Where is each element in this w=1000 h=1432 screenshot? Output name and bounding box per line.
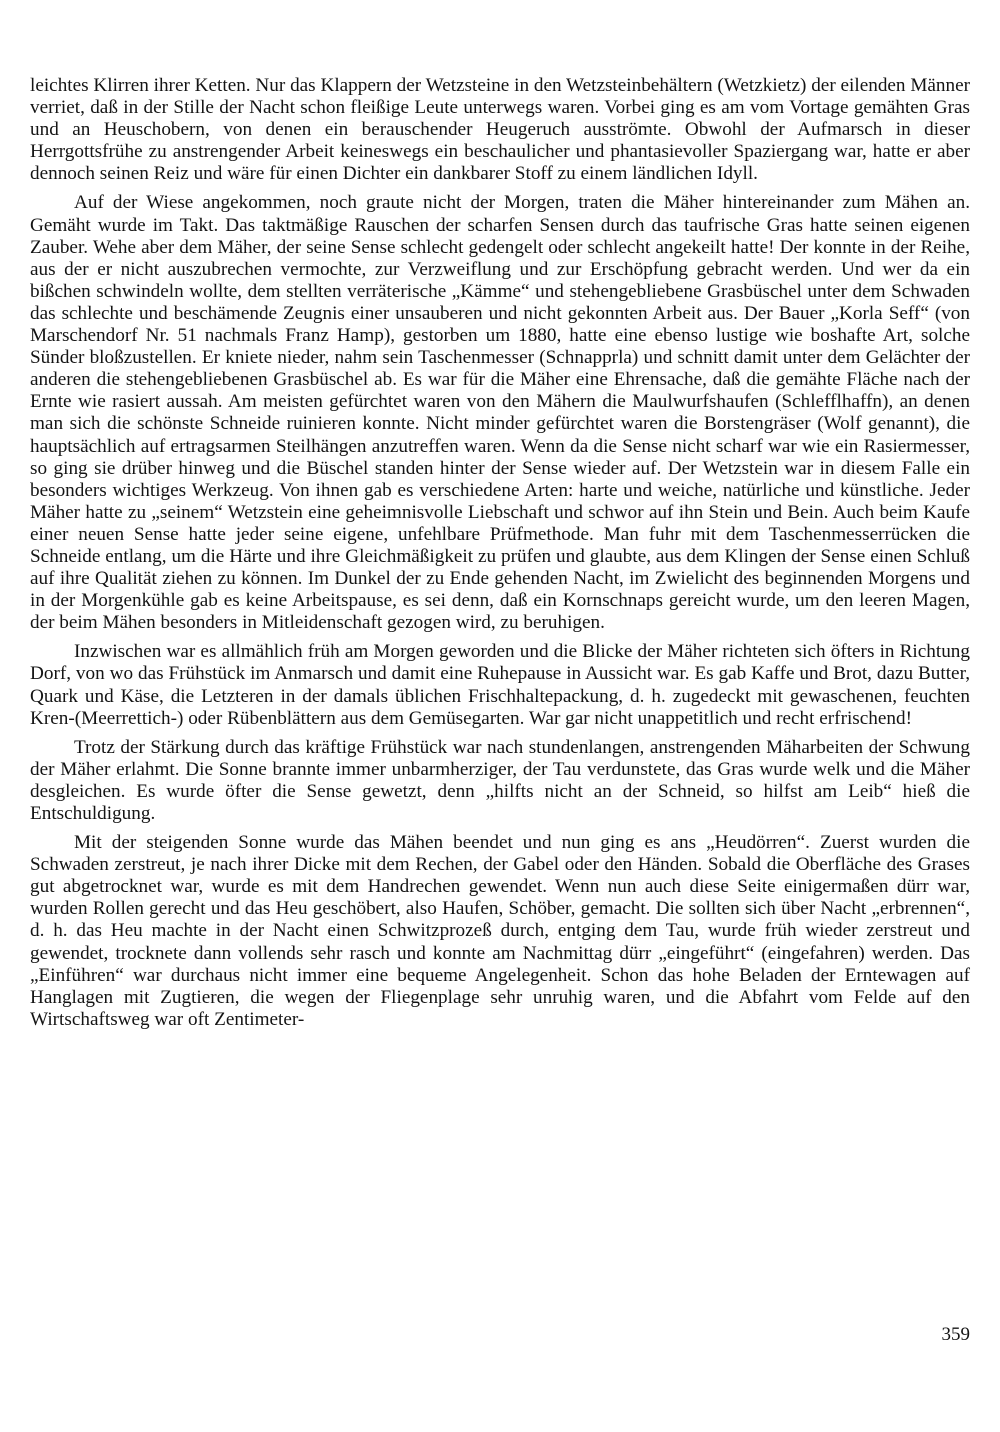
book-page [30, 75, 970, 1395]
paragraph-5: Mit der steigenden Sonne wurde das Mähen beendet und nun ging es ans „Heudörren“. Zuerst wurden die Schwaden zerstreut, je nach ihrer Dicke mit dem Rechen, der Gabel oder den Händen. Sobald die Oberfläche des Grases gut abgetrocknet war, wurde es mit dem Handrechen gewendet. Wenn nun auch diese Seite einigermaßen dürr war, wurden Rollen gerecht und das Heu geschöbert, also Haufen, Schöber, gemacht. Die sollten sich über Nacht „erbrennen“, d. h. das Heu machte in der Nacht einen Schwitzprozeß durch, entging dem Tau, wurde früh wieder zerstreut und gewendet, trocknete dann vollends sehr rasch und konnte am Nachmittag dürr „eingeführt“ (eingefahren) werden. Das „Einführen“ war durchaus nicht immer eine bequeme Angelegenheit. Schon das hohe Beladen der Erntewagen auf Hanglagen mit Zugtieren, die wegen der Fliegenplage sehr unruhig waren, und die Abfahrt vom Felde auf den Wirtschaftsweg war oft Zentimeter- [30, 832, 970, 1030]
paragraph-1: leichtes Klirren ihrer Ketten. Nur das Klappern der Wetzsteine in den Wetzsteinbehältern (Wetzkietz) der eilenden Männer verriet, daß in der Stille der Nacht schon fleißige Leute unterwegs waren. Vorbei ging es am vom Vortage gemähten Gras und an Heuschobern, von denen ein berauschender Heugeruch ausströmte. Obwohl der Aufmarsch in dieser Herrgottsfrühe zu anstrengender Arbeit keineswegs ein beschaulicher und phantasievoller Spaziergang war, hatte er aber dennoch seinen Reiz und wäre für einen Dichter ein dankbarer Stoff zu einem ländlichen Idyll. [30, 75, 970, 185]
page-number: 359 [941, 1324, 970, 1345]
paragraph-2: Auf der Wiese angekommen, noch graute nicht der Morgen, traten die Mäher hintereinander zum Mähen an. Gemäht wurde im Takt. Das taktmäßige Rauschen der scharfen Sensen durch das taufrische Gras hatte seinen eigenen Zauber. Wehe aber dem Mäher, der seine Sense schlecht gedengelt oder schlecht angekeilt hatte! Der konnte in der Reihe, aus der er nicht auszubrechen vermochte, zur Verzweiflung und zur Erschöpfung gebracht werden. Und wer da ein bißchen schwindeln wollte, dem stellten verräterische „Kämme“ und stehengebliebene Grasbüschel unter dem Schwaden das schlechte und beschämende Zeugnis einer unsauberen und nicht gekonnten Arbeit aus. Der Bauer „Korla Seff“ (von Marschendorf Nr. 51 nachmals Franz Hamp), gestorben um 1880, hatte eine ebenso lustige wie boshafte Art, solche Sünder bloßzustellen. Er kniete nieder, nahm sein Taschenmesser (Schnapprla) und schnitt damit unter dem Gelächter der anderen die stehengebliebenen Grasbüschel ab. Es war für die Mäher eine Ehrensache, daß die gemähte Fläche nach der Ernte wie rasiert aussah. Am meisten gefürchtet waren von den Mähern die Maulwurfshaufen (Schlefflhaffn), an denen man sich die schönste Schneide ruinieren konnte. Nicht minder gefürchtet waren die Borstengräser (Wolf genannt), die hauptsächlich auf ertragsarmen Steilhängen anzutreffen waren. Wenn da die Sense nicht scharf war wie ein Rasiermesser, so ging sie drüber hinweg und die Büschel standen hinter der Sense wieder auf. Der Wetzstein war in diesem Falle ein besonders wichtiges Werkzeug. Von ihnen gab es verschiedene Arten: harte und weiche, natürliche und künstliche. Jeder Mäher hatte zu „seinem“ Wetzstein eine geheimnisvolle Liebschaft und schwor auf ihn Stein und Bein. Auch beim Kaufe einer neuen Sense hatte jeder seine eigene, unfehlbare Prüfmethode. Man fuhr mit dem Taschenmesserrücken die Schneide entlang, um die Härte und ihre Gleichmäßigkeit zu prüfen und glaubte, aus dem Klingen der Sense einen Schluß auf ihre Qualität ziehen zu können. Im Dunkel der zu Ende gehenden Nacht, im Zwielicht des beginnenden Morgens und in der Morgenkühle gab es keine Arbeitspause, es sei denn, daß ein Kornschnaps gereicht wurde, um den leeren Magen, der beim Mähen besonders in Mitleidenschaft gezogen wird, zu beruhigen. [30, 192, 970, 634]
paragraph-3: Inzwischen war es allmählich früh am Morgen geworden und die Blicke der Mäher richteten sich öfters in Richtung Dorf, von wo das Frühstück im Anmarsch und damit eine Ruhepause in Aussicht war. Es gab Kaffe und Brot, dazu Butter, Quark und Käse, die Letzteren in der damals üblichen Frischhaltepackung, d. h. zugedeckt mit gewaschenen, feuchten Kren-(Meerrettich-) oder Rübenblättern aus dem Gemüsegarten. War gar nicht unappetitlich und recht erfrischend! [30, 641, 970, 729]
paragraph-4: Trotz der Stärkung durch das kräftige Frühstück war nach stundenlangen, anstrengenden Mäharbeiten der Schwung der Mäher erlahmt. Die Sonne brannte immer unbarmherziger, der Tau verdunstete, das Gras wurde welk und die Mäher desgleichen. Es wurde öfter die Sense gewetzt, denn „hilfts nicht an der Schneid, so hilfst am Leib“ hieß die Entschuldigung. [30, 736, 970, 824]
